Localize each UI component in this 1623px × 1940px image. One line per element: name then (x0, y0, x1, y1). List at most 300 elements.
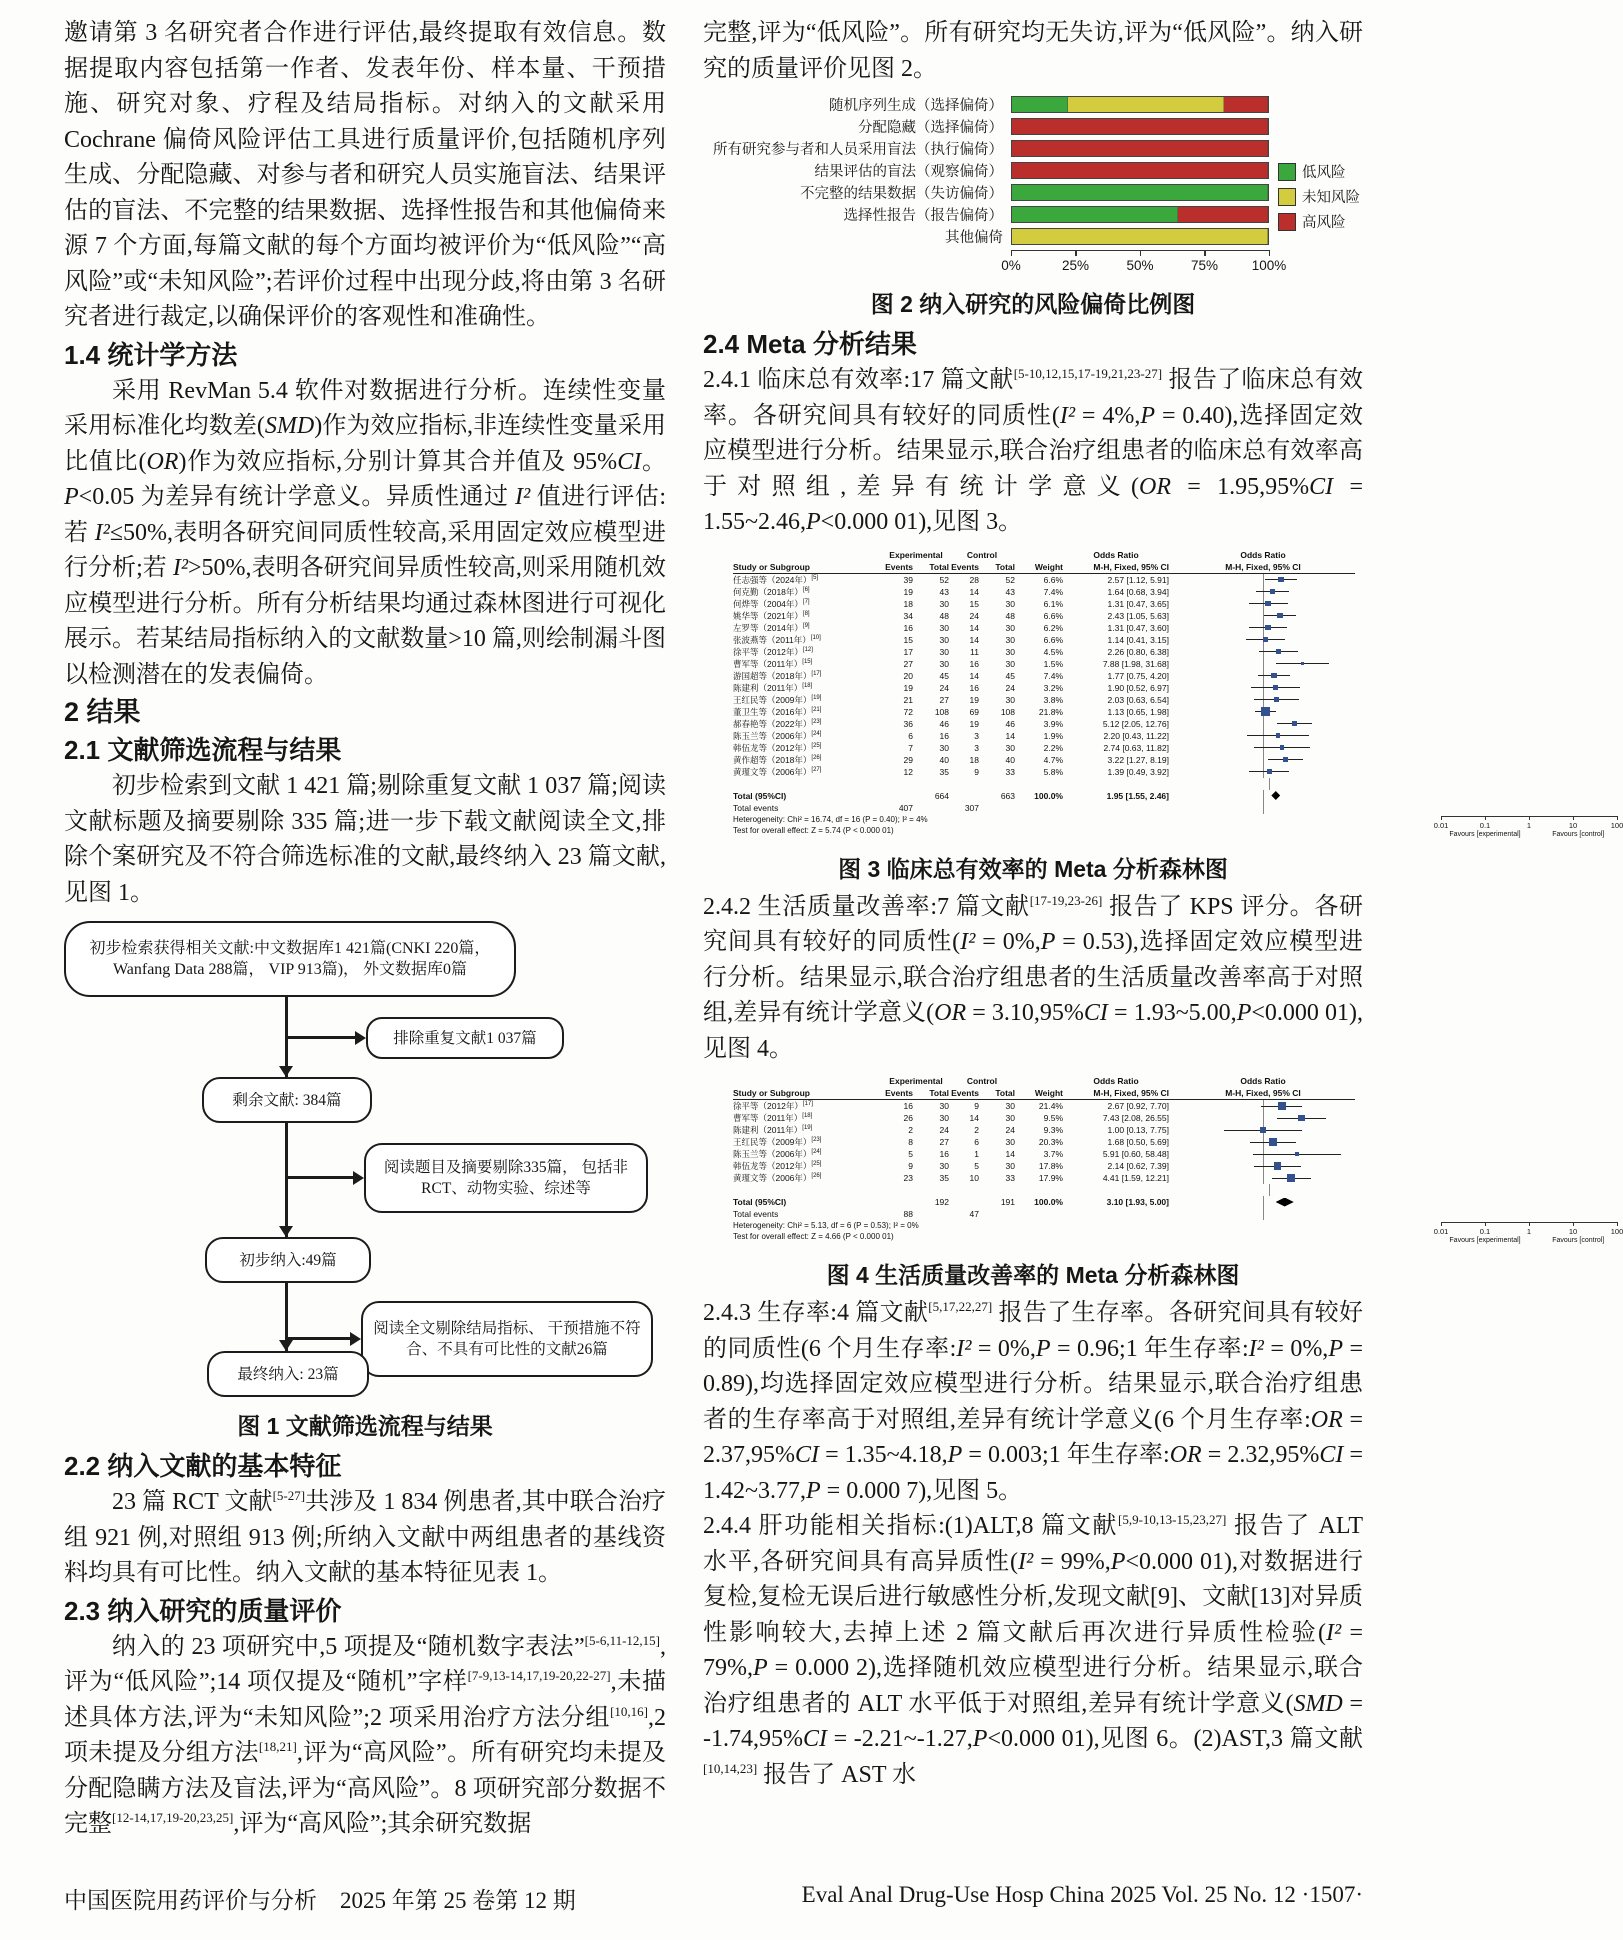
forest-point-estimate (1274, 697, 1279, 702)
bias-bar (1011, 162, 1269, 179)
bias-row (703, 159, 1363, 181)
forest-study-citation: [21] (811, 706, 822, 713)
paragraph-2-4-4: 2.4.4 肝功能相关指标:(1)ALT,8 篇文献[5,9-10,13-15,23,27] 报告了 ALT 水平,各研究间具有高异质性(I² = 99%,P<0.000 01),对数据进行复检,复检无误后进行敏感性分析,发现文献[9]、文献[13]对异质性影响较大,去掉上述 2 篇文献后再次进行异质性检验(I² = 79%,P = 0.000 2),选择随机效应模型进行分析。结果显示,联合治疗组患者的 ALT 水平低于对照组,差异有统计学意义(SMD = -1.74,95%CI = -2.21~-1.27,P<0.000 01),见图 6。(2)AST,3 篇文献[10,14,23] 报告了 AST 水 (703, 1512, 1364, 1788)
bias-bar (1011, 140, 1269, 157)
forest-total-ctrl-total: 663 (1000, 790, 1015, 801)
forest-exp-total: 46 (939, 718, 949, 729)
forest-plot-cell (1175, 1124, 1351, 1136)
flow-box-duplicates-removed: 排除重复文献1 037篇 (366, 1017, 564, 1059)
forest-study-name: 黄瑾文等（2006年）[27] (733, 766, 822, 777)
forest-plot-cell (1175, 802, 1351, 814)
forest-ctrl-events: 18 (969, 754, 979, 765)
bias-axis-tick-label: 100% (1251, 258, 1287, 273)
forest-ctrl-total: 30 (1005, 1137, 1015, 1147)
forest-total-events-label: Total events (733, 802, 779, 813)
forest-axis-tick (1529, 1222, 1530, 1226)
figure1-caption: 图 1 文献筛选流程与结果 (237, 1413, 493, 1439)
forest-total-events-ctrl: 307 (964, 802, 979, 813)
forest-ci-text: 1.00 [0.13, 7.75] (1107, 1125, 1169, 1135)
forest-header-total: Total (929, 1088, 949, 1098)
bias-axis (1001, 247, 1287, 281)
bias-axis-tick (1075, 250, 1077, 256)
forest-axis-tick-label: 1 (1526, 820, 1532, 830)
forest-exp-total: 30 (939, 658, 949, 669)
right-column (703, 16, 1623, 1793)
forest-total-diamond (1276, 1198, 1294, 1207)
flow-arrowhead-remaining (279, 1066, 293, 1077)
forest-favours-right: Favours [control] (1552, 830, 1605, 838)
forest-header-mh-ci: M-H, Fixed, 95% CI (1093, 561, 1169, 572)
flow-box-preliminary-included: 初步纳入:49篇 (205, 1237, 371, 1283)
forest-exp-events: 27 (903, 658, 913, 669)
forest-study-row (733, 622, 1355, 634)
forest-axis-tick-label: 0.01 (1433, 820, 1449, 830)
forest-total-ctrl-total: 191 (1000, 1197, 1015, 1207)
forest-ctrl-total: 30 (1005, 658, 1015, 669)
forest-plot-cell (1175, 634, 1351, 646)
forest-study-row (733, 718, 1355, 730)
forest-point-estimate (1261, 707, 1270, 716)
forest-study-citation: [8] (802, 610, 810, 617)
forest-favours-left: Favours [experimental] (1449, 830, 1521, 838)
bias-legend-label: 低风险 (1302, 165, 1346, 181)
forest-point-estimate (1263, 637, 1269, 643)
forest-total-row (733, 1196, 1355, 1208)
forest-axis-tick (1485, 816, 1486, 820)
bias-row (703, 115, 1363, 137)
forest-weight: 6.6% (1043, 574, 1063, 585)
journal-footer-english: Eval Anal Drug-Use Hosp China 2025 Vol. 25 No. 12 ·1507· (801, 1882, 1363, 1907)
figure2-risk-of-bias-chart (703, 93, 1363, 281)
forest-axis-tick (1617, 1222, 1618, 1226)
forest-study-citation: [7] (802, 598, 810, 605)
bias-axis-tick (1269, 250, 1271, 256)
forest-study-name: 董卫生等（2016年）[21] (733, 706, 822, 717)
forest-exp-total: 27 (939, 694, 949, 705)
forest-ctrl-events: 16 (969, 658, 979, 669)
bias-bar (1011, 118, 1269, 135)
forest-study-name: 陈玉兰等（2006年）[24] (733, 730, 822, 741)
bias-legend-label: 高风险 (1302, 215, 1346, 231)
forest-ctrl-events: 6 (974, 1137, 979, 1147)
bias-axis-tick (1140, 250, 1142, 256)
forest-study-citation: [5] (811, 574, 819, 581)
forest-study-citation: [15] (802, 658, 813, 665)
forest-axis-tick (1617, 816, 1618, 820)
forest-exp-events: 72 (903, 706, 913, 717)
forest-plot-cell (1175, 610, 1351, 622)
bias-row-label: 所有研究参与者和人员采用盲法（执行偏倚） (713, 141, 1003, 158)
forest-header-events: Events (885, 561, 913, 572)
forest-point-estimate (1280, 745, 1284, 749)
forest-ci-text: 1.90 [0.52, 6.97] (1107, 682, 1169, 693)
bias-axis-tick (1011, 250, 1013, 256)
forest-plot-cell (1175, 670, 1351, 682)
forest-exp-total: 30 (939, 622, 949, 633)
forest-column-header (733, 561, 1355, 574)
forest-weight: 7.4% (1043, 670, 1063, 681)
forest-exp-total: 24 (939, 1125, 949, 1135)
forest-exp-events: 6 (908, 730, 913, 741)
bias-row (703, 203, 1363, 225)
forest-exp-events: 17 (903, 646, 913, 657)
forest-plot-cell (1175, 1196, 1351, 1208)
forest-study-name: 王红民等（2009年）[23] (733, 1137, 822, 1147)
forest-exp-total: 27 (939, 1137, 949, 1147)
forest-study-name: 何烨等（2004年）[7] (733, 598, 810, 609)
bias-bar (1011, 184, 1269, 201)
bias-row-label: 随机序列生成（选择偏倚） (829, 97, 1003, 114)
forest-study-name: 左罗等（2014年）[9] (733, 622, 810, 633)
forest-exp-events: 8 (908, 1137, 913, 1147)
forest-plot-header-mh-ci: M-H, Fixed, 95% CI (1225, 1088, 1301, 1098)
forest-ctrl-total: 30 (1005, 1161, 1015, 1171)
forest-axis-tick-label: 100 (1610, 820, 1623, 830)
forest-header-study: Study or Subgroup (733, 1088, 810, 1098)
forest-total-events-label: Total events (733, 1209, 779, 1219)
forest-ctrl-events: 3 (974, 730, 979, 741)
heading-2-2: 2.2 纳入文献的基本特征 (64, 1451, 342, 1481)
forest-point-estimate (1295, 1152, 1300, 1157)
forest-study-name: 曹军等（2011年）[18] (733, 1113, 813, 1123)
forest-weight: 7.4% (1043, 586, 1063, 597)
bias-bar-segment (1068, 97, 1224, 112)
bias-row (703, 225, 1363, 247)
forest-weight: 9.5% (1043, 1113, 1063, 1123)
forest-ci-text: 2.20 [0.43, 11.22] (1103, 730, 1169, 741)
paragraph-quality: 纳入的 23 项研究中,5 项提及“随机数字表法”[5-6,11-12,15],评为“低风险”;14 项仅提及“随机”字样[7-9,13-14,17,19-20,22-27],未描述具体方法,评为“未知风险”;2 项采用治疗方法分组[10,16],2 项未提及分组方法[18,21],评为“高风险”。所有研究均未提及分配隐瞒方法及盲法,评为“高风险”。8 项研究部分数据不完整[12-14,17,19-20,23,25],评为“高风险”;其余研究数据 (64, 1632, 667, 1837)
forest-weight: 6.6% (1043, 634, 1063, 645)
forest-ci-text: 4.41 [1.59, 12.21] (1102, 1173, 1169, 1183)
forest-study-citation: [25] (811, 1161, 822, 1168)
forest-ctrl-events: 10 (969, 1173, 979, 1183)
forest-total-label: Total (95%CI) (733, 790, 787, 801)
forest-study-citation: [24] (811, 730, 822, 737)
forest-plot-cell (1175, 1160, 1351, 1172)
forest-plot-cell (1175, 658, 1351, 670)
forest-ctrl-events: 14 (969, 586, 979, 597)
bias-bar-segment (1012, 141, 1268, 156)
forest-overall-test: Test for overall effect: Z = 4.66 (P < 0.000 01) (733, 1232, 894, 1241)
figure3-caption: 图 3 临床总有效率的 Meta 分析森林图 (838, 855, 1228, 882)
forest-point-estimate (1283, 757, 1288, 762)
forest-ctrl-events: 14 (969, 670, 979, 681)
forest-axis-tick (1441, 816, 1442, 820)
bias-row-label: 其他偏倚 (945, 229, 1003, 246)
forest-study-citation: [9] (802, 622, 810, 629)
forest-exp-total: 52 (939, 574, 949, 585)
forest-exp-events: 12 (903, 766, 913, 777)
forest-point-estimate (1276, 649, 1281, 654)
forest-exp-total: 35 (939, 766, 949, 777)
forest-ci-text: 2.43 [1.05, 5.63] (1107, 610, 1169, 621)
forest-plot-cell (1175, 1100, 1351, 1112)
forest-exp-events: 19 (903, 586, 913, 597)
forest-ci-text: 2.57 [1.12, 5.91] (1107, 574, 1169, 585)
paragraph-2-4-1: 2.4.1 临床总有效率:17 篇文献[5-10,12,15,17-19,21,23-27] 报告了临床总有效率。各研究间具有较好的同质性(I² = 4%,P = 0.40),选择固定效应模型进行分析。结果显示,联合治疗组患者的临床总有效率高于对照组,差异有统计学意义(OR = 1.95,95%CI = 1.55~2.46,P<0.000 01),见图 3。 (703, 366, 1364, 535)
bias-axis-tick (1204, 250, 1206, 256)
flow-box-title-abstract-excluded: 阅读题目及摘要剔除335篇， 包括非RCT、动物实验、综述等 (364, 1143, 648, 1213)
forest-ctrl-total: 30 (1005, 646, 1015, 657)
forest-total-events-row (733, 802, 1355, 814)
forest-study-row (733, 586, 1355, 598)
forest-plot-cell (1175, 646, 1351, 658)
forest-weight: 1.5% (1043, 658, 1063, 669)
forest-study-row (733, 646, 1355, 658)
forest-exp-total: 48 (939, 610, 949, 621)
forest-ci-text: 1.14 [0.41, 3.15] (1107, 634, 1169, 645)
forest-study-name: 韩伍龙等（2012年）[25] (733, 1161, 822, 1171)
forest-plot-cell (1175, 694, 1351, 706)
heading-1-4: 1.4 统计学方法 (64, 339, 238, 370)
forest-ctrl-total: 30 (1005, 598, 1015, 609)
forest-ctrl-total: 30 (1005, 622, 1015, 633)
bias-bar (1011, 206, 1269, 223)
figure2-caption: 图 2 纳入研究的风险偏倚比例图 (870, 291, 1196, 317)
bias-row-label: 结果评估的盲法（观察偏倚） (814, 163, 1003, 180)
bias-legend-swatch (1278, 188, 1296, 206)
flow-box-fulltext-excluded: 阅读全文剔除结局指标、 干预措施不符合、不具有可比性的文献26篇 (361, 1301, 653, 1377)
flow-main-line (285, 997, 288, 1351)
forest-study-row (733, 658, 1355, 670)
forest-ctrl-events: 9 (974, 1101, 979, 1111)
forest-exp-events: 16 (903, 1101, 913, 1111)
forest-study-citation: [18] (802, 1113, 813, 1120)
forest-weight: 3.8% (1043, 694, 1063, 705)
paragraph-statistics: 采用 RevMan 5.4 软件对数据进行分析。连续性变量采用标准化均数差(SMD)作为效应指标,非连续性变量采用比值比(OR)作为效应指标,分别计算其合并值及 95%CI。P<0.05 为差异有统计学意义。异质性通过 I² 值进行评估:若 I²≤50%,表明各研究间同质性较高,采用固定效应模型进行分析;若 I²>50%,表明各研究间异质性较高,则采用随机效应模型进行分析。所有分析结果均通过森林图进行可视化展示。若某结局指标纳入的文献数量>10 篇,则绘制漏斗图以检测潜在的发表偏倚。 (64, 377, 667, 688)
forest-ctrl-events: 19 (969, 718, 979, 729)
forest-header-total: Total (929, 561, 949, 572)
forest-study-name: 陈建利（2011年）[19] (733, 1125, 813, 1135)
forest-exp-total: 35 (939, 1173, 949, 1183)
forest-plot-cell (1181, 1184, 1355, 1196)
figure1-flowchart (64, 921, 666, 1403)
forest-study-name: 黄瑾文等（2006年）[26] (733, 1173, 822, 1183)
forest-exp-events: 36 (903, 718, 913, 729)
forest-weight: 3.7% (1043, 1149, 1063, 1159)
forest-study-citation: [23] (811, 1137, 822, 1144)
forest-study-citation: [12] (802, 646, 813, 653)
forest-plot-cell (1175, 682, 1351, 694)
forest-study-citation: [24] (811, 1149, 822, 1156)
forest-plot-cell (1175, 742, 1351, 754)
forest-point-estimate (1277, 613, 1283, 619)
forest-ctrl-events: 3 (974, 742, 979, 753)
forest-weight: 2.2% (1043, 742, 1063, 753)
forest-heterogeneity: Heterogeneity: Chi² = 5.13, df = 6 (P = 0.53); I² = 0% (733, 1221, 919, 1230)
bias-bar-segment (1178, 207, 1268, 222)
forest-plot-cell (1175, 574, 1351, 586)
forest-ctrl-events: 14 (969, 634, 979, 645)
forest-exp-events: 34 (903, 610, 913, 621)
forest-weight: 3.2% (1043, 682, 1063, 693)
forest-axis-tick-label: 0.1 (1479, 1227, 1491, 1236)
forest-ci-text: 1.68 [0.50, 5.69] (1107, 1137, 1169, 1147)
heading-2-1: 2.1 文献筛选流程与结果 (64, 735, 342, 765)
forest-ctrl-total: 33 (1005, 766, 1015, 777)
forest-exp-total: 30 (939, 742, 949, 753)
bias-bar-segment (1012, 185, 1268, 200)
forest-exp-total: 24 (939, 682, 949, 693)
forest-ctrl-total: 30 (1005, 1101, 1015, 1111)
forest-study-name: 韩伍龙等（2012年）[25] (733, 742, 822, 753)
forest-ci-text: 1.31 [0.47, 3.65] (1107, 598, 1169, 609)
forest-ctrl-events: 9 (974, 766, 979, 777)
forest-exp-total: 16 (939, 730, 949, 741)
forest-ci-text: 7.43 [2.08, 26.55] (1102, 1113, 1169, 1123)
forest-exp-events: 16 (903, 622, 913, 633)
forest-study-name: 何克勤（2018年）[6] (733, 586, 810, 597)
paragraph-intro-continuation: 邀请第 3 名研究者合作进行评估,最终提取有效信息。数据提取内容包括第一作者、发表年份、样本量、干预措施、研究对象、疗程及结局指标。对纳入的文献采用 Cochrane 偏倚风险评估工具进行质量评价,包括随机序列生成、分配隐藏、对参与者和研究人员实施盲法、结果评估的盲法、不完整的结果数据、选择性报告和其他偏倚来源 7 个方面,每篇文献的每个方面均被评价为“低风险”“高风险”或“未知风险”;若评价过程中出现分歧,将由第 3 名研究者进行裁定,以确保评价的客观性和准确性。 (64, 20, 666, 330)
forest-plot-header-odds-ratio: Odds Ratio (1240, 1076, 1286, 1086)
bias-legend-swatch (1278, 163, 1296, 181)
bias-rows (703, 93, 1363, 247)
forest-gap-row (733, 1184, 1355, 1196)
forest-ci-text: 7.88 [1.98, 31.68] (1102, 658, 1169, 669)
forest-ctrl-total: 52 (1005, 574, 1015, 585)
forest-study-citation: [23] (811, 718, 822, 725)
forest-point-estimate (1273, 685, 1278, 690)
forest-ctrl-total: 14 (1005, 1149, 1015, 1159)
forest-total-exp-total: 664 (934, 790, 949, 801)
forest-total-events-exp: 88 (903, 1209, 913, 1219)
forest-ctrl-events: 69 (969, 706, 979, 717)
flow-arrow-title-abstract (287, 1176, 354, 1179)
forest-ctrl-total: 45 (1005, 670, 1015, 681)
forest-study-row (733, 1124, 1355, 1136)
forest-overall-test: Test for overall effect: Z = 5.74 (P < 0.000 01) (733, 825, 894, 835)
forest-study-row (733, 742, 1355, 754)
forest-group-header (733, 1075, 1355, 1087)
forest-point-estimate (1269, 1138, 1277, 1146)
forest-study-row (733, 1172, 1355, 1184)
forest-ci-text: 3.22 [1.27, 8.19] (1107, 754, 1169, 765)
forest-ctrl-total: 24 (1005, 1125, 1015, 1135)
forest-weight: 9.3% (1043, 1125, 1063, 1135)
forest-weight: 4.7% (1043, 754, 1063, 765)
forest-header-events: Events (951, 561, 979, 572)
forest-weight: 20.3% (1038, 1137, 1063, 1147)
paragraph-2-4-2: 2.4.2 生活质量改善率:7 篇文献[17-19,23-26] 报告了 KPS 评分。各研究间具有较好的同质性(I² = 0%,P = 0.53),选择固定效应模型进行分析。结果显示,联合治疗组患者的生活质量改善率高于对照组,差异有统计学意义(OR = 3.10,95%CI = 1.93~5.00,P<0.000 01),见图 4。 (703, 892, 1364, 1062)
forest-exp-total: 16 (939, 1149, 949, 1159)
forest-axis-tick-label: 10 (1568, 820, 1578, 830)
forest-study-name: 张波燕等（2011年）[10] (733, 634, 821, 645)
forest-ctrl-events: 14 (969, 622, 979, 633)
bias-axis-tick-label: 50% (1126, 258, 1154, 273)
forest-study-citation: [19] (802, 1125, 813, 1132)
forest-study-name: 王红民等（2009年）[19] (733, 694, 822, 705)
forest-ctrl-events: 15 (969, 598, 979, 609)
bias-row-label: 选择性报告（报告偏倚） (843, 207, 1003, 224)
forest-study-row (733, 1112, 1355, 1124)
forest-ci-text: 2.14 [0.62, 7.39] (1107, 1161, 1169, 1171)
forest-ctrl-events: 28 (969, 574, 979, 585)
bias-legend-item (1278, 209, 1360, 234)
figure4-caption: 图 4 生活质量改善率的 Meta 分析森林图 (826, 1262, 1240, 1288)
forest-plot-cell (1181, 778, 1355, 790)
forest-ctrl-total: 30 (1005, 694, 1015, 705)
bias-axis-tick-label: 0% (1001, 258, 1021, 273)
forest-exp-events: 5 (908, 1149, 913, 1159)
forest-exp-total: 30 (939, 1113, 949, 1123)
forest-study-row (733, 694, 1355, 706)
forest-exp-events: 21 (903, 694, 913, 705)
forest-total-events-row (733, 1208, 1355, 1220)
forest-plot-cell (1175, 790, 1351, 802)
forest-exp-events: 15 (903, 634, 913, 645)
heading-2-4: 2.4 Meta 分析结果 (703, 329, 917, 359)
forest-point-estimate (1270, 589, 1276, 595)
forest-ci-text: 2.67 [0.92, 7.70] (1107, 1101, 1169, 1111)
forest-weight: 4.5% (1043, 646, 1063, 657)
forest-header-experimental: Experimental (889, 549, 943, 560)
forest-exp-total: 30 (939, 1101, 949, 1111)
bias-row-label: 不完整的结果数据（失访偏倚） (800, 185, 1003, 202)
flow-box-final-included: 最终纳入: 23篇 (207, 1351, 369, 1397)
forest-point-estimate (1276, 733, 1280, 737)
forest-weight: 21.8% (1038, 706, 1063, 717)
forest-study-citation: [26] (811, 1173, 822, 1180)
flow-arrowhead-final (279, 1340, 293, 1351)
forest-study-row (733, 1148, 1355, 1160)
bias-legend (1278, 159, 1360, 234)
forest-point-estimate (1265, 601, 1271, 607)
forest-study-row (733, 634, 1355, 646)
forest-ci-text: 1.13 [0.65, 1.98] (1107, 706, 1169, 717)
flow-box-initial-search: 初步检索获得相关文献:中文数据库1 421篇(CNKI 220篇，Wanfang Data 288篇， VIP 913篇)， 外文数据库0篇 (64, 921, 516, 997)
forest-study-citation: [10] (810, 634, 821, 641)
forest-header-events: Events (885, 1088, 913, 1098)
forest-ctrl-total: 24 (1005, 682, 1015, 693)
forest-exp-events: 23 (903, 1173, 913, 1183)
bias-legend-label: 未知风险 (1302, 190, 1360, 206)
forest-ctrl-events: 5 (974, 1161, 979, 1171)
forest-exp-total: 30 (939, 634, 949, 645)
bias-axis-tick-label: 25% (1061, 258, 1090, 273)
forest-header-odds-ratio: Odds Ratio (1093, 549, 1139, 560)
forest-study-row (733, 766, 1355, 778)
forest-weight: 17.9% (1038, 1173, 1063, 1183)
forest-ci-text: 1.31 [0.47, 3.60] (1107, 622, 1169, 633)
forest-study-name: 黄作超等（2018年）[26] (733, 754, 822, 765)
forest-exp-total: 30 (939, 1161, 949, 1171)
forest-study-citation: [19] (811, 694, 822, 701)
forest-study-name: 游国超等（2018年）[17] (733, 670, 822, 681)
forest-axis-tick (1485, 1222, 1486, 1226)
bias-legend-item (1278, 159, 1360, 184)
bias-row (703, 93, 1363, 115)
bias-bar-segment (1012, 97, 1068, 112)
forest-study-name: 郝春艳等（2022年）[23] (733, 718, 822, 729)
figure4-forest-plot (733, 1075, 1623, 1252)
forest-axis-tick-label: 100 (1610, 1227, 1623, 1236)
forest-total-ci: 3.10 [1.93, 5.00] (1106, 1197, 1169, 1207)
forest-axis-tick-label: 0.01 (1433, 1227, 1449, 1236)
forest-plot-header-mh-ci: M-H, Fixed, 95% CI (1225, 561, 1301, 572)
forest-plot-cell (1175, 1148, 1351, 1160)
forest-ci-text: 2.74 [0.63, 11.82] (1103, 742, 1169, 753)
forest-exp-events: 39 (903, 574, 913, 585)
forest-exp-total: 43 (939, 586, 949, 597)
forest-plot-cell (1175, 598, 1351, 610)
forest-axis-tick-label: 0.1 (1479, 820, 1491, 830)
forest-footer-wrap (733, 1220, 1623, 1252)
forest-plot-cell (1175, 586, 1351, 598)
forest-study-row (733, 754, 1355, 766)
forest-group-header (733, 549, 1355, 561)
forest-ci-text: 5.91 [0.60, 58.48] (1102, 1149, 1169, 1159)
forest-header-weight: Weight (1034, 1088, 1063, 1098)
